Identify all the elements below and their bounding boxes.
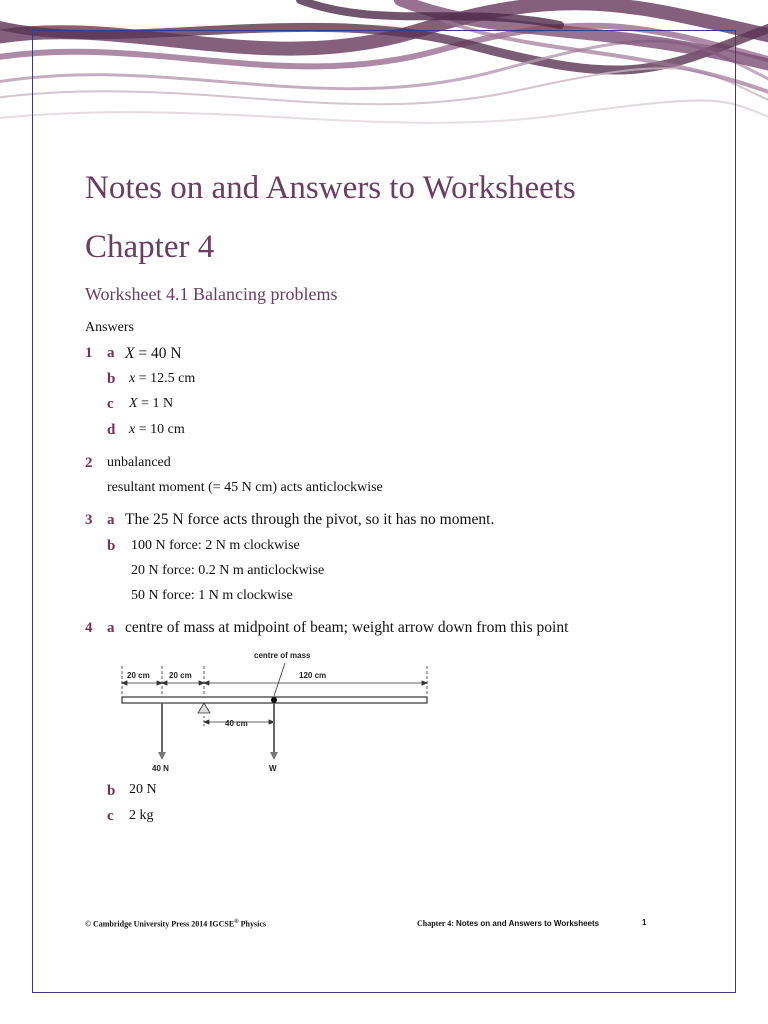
answer-3b-line3: 50 N force: 1 N m clockwise	[131, 588, 293, 603]
answer-1b-var: x	[129, 371, 136, 386]
page-number: 1	[642, 918, 647, 927]
question-number-4: 4	[85, 620, 93, 636]
page-title: Notes on and Answers to Worksheets	[85, 170, 576, 206]
beam-diagram	[112, 646, 442, 778]
dim-arrow	[162, 681, 167, 685]
part-label-1c: c	[107, 396, 114, 412]
dim-arrow	[204, 681, 209, 685]
answer-3b-line1: 100 N force: 2 N m clockwise	[131, 538, 300, 553]
part-label-3a: a	[107, 512, 115, 528]
answer-1a	[125, 345, 182, 363]
footer-registered-mark: ®	[234, 919, 239, 925]
answer-3b-line2: 20 N force: 0.2 N m anticlockwise	[131, 563, 325, 578]
answer-1a-var: X	[125, 345, 135, 362]
worksheet-heading: Worksheet 4.1 Balancing problems	[85, 284, 338, 304]
footer-subject: Physics	[238, 919, 266, 929]
label-pivot-distance: 40 cm	[225, 719, 248, 728]
answers-label: Answers	[85, 320, 134, 335]
answer-1a-value: = 40 N	[134, 345, 182, 362]
question-number-3: 3	[85, 512, 93, 528]
footer-chapter-ref: Chapter 4:	[417, 919, 456, 928]
answer-1c-var: X	[129, 396, 138, 411]
label-seg1: 20 cm	[127, 671, 150, 680]
dim-arrow	[122, 681, 127, 685]
dim-arrow	[422, 681, 427, 685]
footer-chapter	[417, 919, 599, 928]
answer-1c	[129, 396, 173, 412]
chapter-heading: Chapter 4	[85, 229, 215, 265]
answer-1b-value: = 12.5 cm	[135, 371, 196, 386]
part-label-1a: a	[107, 345, 115, 361]
answer-2-line2: resultant moment (= 45 N cm) acts anticlockwise	[107, 480, 383, 495]
centre-of-mass-dot	[271, 697, 277, 703]
question-number-2: 2	[85, 455, 93, 471]
part-label-3b: b	[107, 538, 116, 554]
label-seg3: 120 cm	[299, 671, 327, 680]
answer-2-line1: unbalanced	[107, 455, 171, 470]
force-arrow-40n-head	[158, 752, 166, 760]
footer-copyright-text: © Cambridge University Press 2014 IGCSE	[85, 919, 235, 929]
part-label-4b: b	[107, 783, 116, 799]
footer-chapter-title: Notes on and Answers to Worksheets	[455, 919, 600, 928]
question-number-1: 1	[85, 345, 93, 361]
answer-1d	[129, 422, 185, 438]
part-label-4c: c	[107, 808, 114, 824]
centre-of-mass-leader	[274, 663, 285, 696]
answer-1d-value: = 10 cm	[135, 422, 185, 437]
answer-4b: 20 N	[129, 782, 157, 797]
answer-1d-var: x	[129, 422, 136, 437]
label-weight: W	[269, 764, 277, 773]
answer-1c-value: = 1 N	[137, 396, 174, 411]
answer-3a: The 25 N force acts through the pivot, so it has no moment.	[125, 511, 495, 528]
part-label-1d: d	[107, 422, 116, 438]
answer-4c: 2 kg	[129, 808, 154, 823]
answer-4a: centre of mass at midpoint of beam; weight arrow down from this point	[125, 619, 569, 636]
label-seg2: 20 cm	[169, 671, 192, 680]
answer-1b	[129, 371, 195, 387]
label-centre-of-mass: centre of mass	[254, 651, 311, 660]
footer-copyright	[85, 919, 266, 929]
part-label-1b: b	[107, 371, 116, 387]
pivot-triangle	[198, 703, 210, 713]
weight-arrow-head	[270, 752, 278, 760]
label-force-40n: 40 N	[152, 764, 169, 773]
part-label-4a: a	[107, 620, 115, 636]
